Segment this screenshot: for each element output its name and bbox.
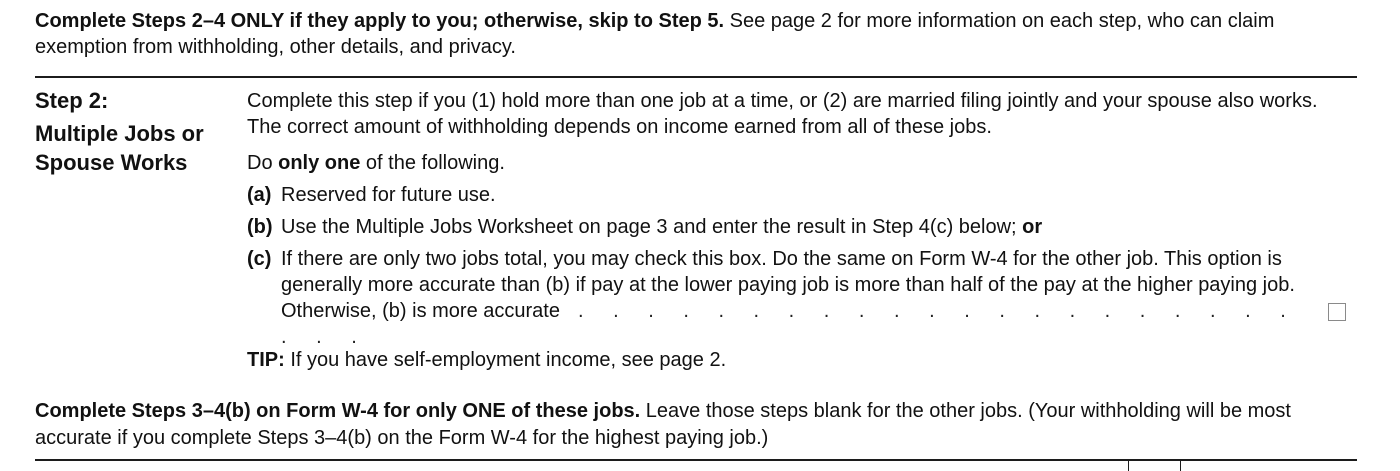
- tip-text: If you have self-employment income, see page 2.: [284, 349, 727, 371]
- step2-name: Multiple Jobs or Spouse Works: [35, 121, 204, 175]
- option-b: [247, 214, 1327, 240]
- option-c-text-wrap: [281, 246, 1327, 350]
- option-b-letter: (b): [247, 216, 273, 238]
- two-jobs-checkbox[interactable]: [1328, 303, 1346, 321]
- bottom-bold-text: Complete Steps 3–4(b) on Form W-4 for only ONE of these jobs.: [35, 400, 641, 422]
- option-a-text: Reserved for future use.: [281, 184, 496, 206]
- option-a-letter: (a): [247, 184, 272, 206]
- do-prefix: Do: [247, 152, 279, 174]
- step2-number: Step 2:: [35, 88, 109, 113]
- dot-leader: . . . . . . . . . . . . . . . . . . . . . . . .: [281, 300, 1298, 348]
- step2-label: [35, 86, 235, 177]
- step2-content: [247, 88, 1327, 350]
- do-only-one: only one: [278, 152, 361, 174]
- intro-instructions: [35, 8, 1365, 60]
- top-divider: [35, 76, 1357, 78]
- option-a: [247, 182, 1327, 208]
- option-c-letter: (c): [247, 248, 272, 270]
- bottom-instructions: [35, 398, 1355, 452]
- step2-do-one: [247, 150, 1327, 176]
- option-c: [247, 246, 1327, 350]
- option-b-text-wrap: [281, 214, 1327, 240]
- bottom-divider: [35, 459, 1357, 461]
- tip-label: TIP:: [247, 349, 285, 371]
- option-b-text: Use the Multiple Jobs Worksheet on page 3 and enter the result in Step 4(c) below;: [281, 216, 1023, 238]
- option-b-or: or: [1022, 216, 1043, 238]
- bottom-text: Leave those steps blank for the other jobs. (Your withholding will be most accurate if you complete Steps 3–4(b) on the Form W-4 for the highest paying job.): [35, 400, 1291, 449]
- intro-bold-text: Complete Steps 2–4 ONLY if they apply to you; otherwise, skip to Step 5.: [35, 10, 725, 32]
- option-c-text: If there are only two jobs total, you may check this box. Do the same on Form W-4 for the other job. This option is generally more accurate than (b) if pay at the lower paying job is more than half of the pay at the higher paying job. Otherwise, (b) is more accurate: [281, 248, 1295, 322]
- step2-description: Complete this step if you (1) hold more than one job at a time, or (2) are married filing jointly and your spouse also works. The correct amount of withholding depends on income earned from all of these jobs.: [247, 90, 1318, 138]
- intro-text: See page 2 for more information on each step, who can claim exemption from withholding, other details, and privacy.: [35, 10, 1275, 58]
- tip-note: [247, 347, 1327, 373]
- do-suffix: of the following.: [360, 152, 505, 174]
